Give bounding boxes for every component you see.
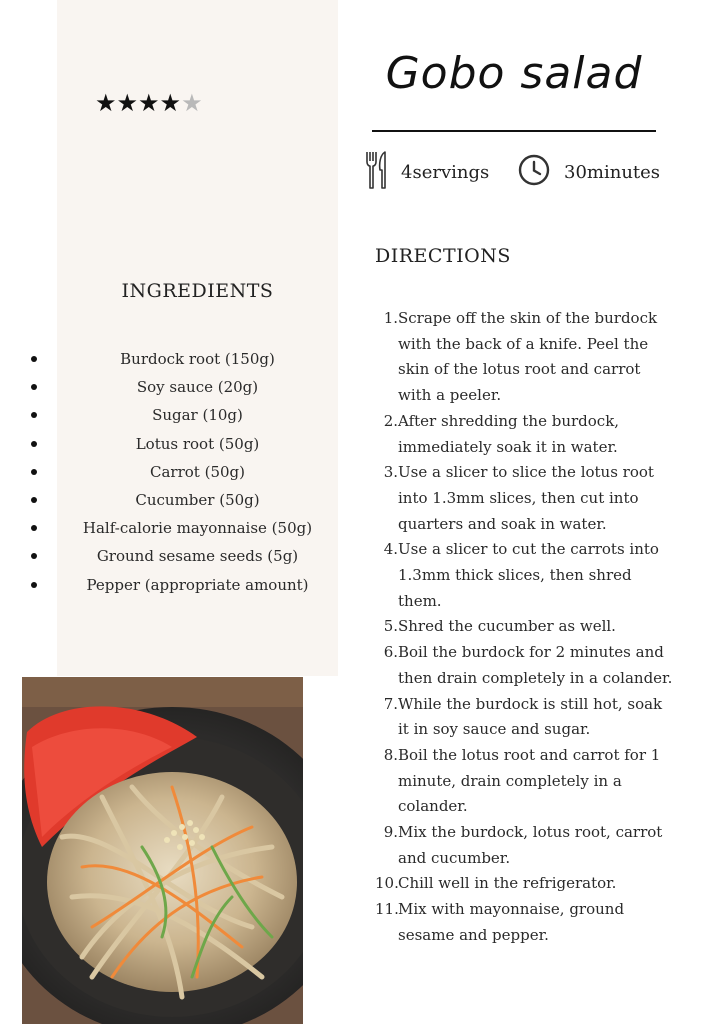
- time-info: [518, 150, 660, 194]
- ingredient-item: Carrot (50g): [0, 458, 338, 486]
- direction-step: 6. Boil the burdock for 2 minutes and then drain completely in a colander.: [383, 643, 673, 687]
- salad-photo: [22, 677, 303, 1024]
- direction-step: 4. Use a slicer to cut the carrots into 1.3mm thick slices, then shred them.: [383, 540, 659, 610]
- servings-text: 4servings: [401, 161, 490, 183]
- star-rating: [95, 90, 203, 116]
- ingredients-list: [0, 345, 338, 599]
- ingredient-item: Cucumber (50g): [0, 486, 338, 514]
- ingredient-item: Burdock root (150g): [0, 345, 338, 373]
- ingredient-item: Lotus root (50g): [0, 430, 338, 458]
- servings-info: [365, 150, 489, 194]
- direction-step: 1. Scrape off the skin of the burdock with the back of a knife. Peel the skin of the lotus root and carrot with a peeler.: [383, 309, 658, 405]
- clock-icon: [518, 154, 550, 191]
- directions-heading: DIRECTIONS: [375, 245, 511, 267]
- ingredient-item: Sugar (10g): [0, 401, 338, 429]
- direction-step: 11. Mix with mayonnaise, ground sesame and pepper.: [375, 900, 625, 944]
- direction-step: 7. While the burdock is still hot, soak it in soy sauce and sugar.: [383, 694, 663, 739]
- star-icon: ★: [116, 89, 139, 117]
- directions-list: [375, 306, 675, 949]
- star-icon: ★: [159, 89, 182, 117]
- title-divider: [372, 130, 656, 132]
- ingredient-item: Half-calorie mayonnaise (50g): [0, 514, 338, 542]
- recipe-title: Gobo salad: [385, 48, 643, 99]
- ingredient-item: Pepper (appropriate amount): [0, 571, 338, 599]
- direction-step: 5. Shred the cucumber as well.: [383, 617, 616, 636]
- ingredient-item: Soy sauce (20g): [0, 373, 338, 401]
- ingredients-heading: INGREDIENTS: [121, 280, 274, 302]
- direction-step: 10. Chill well in the refrigerator.: [375, 874, 617, 893]
- direction-step: 9. Mix the burdock, lotus root, carrot and cucumber.: [383, 823, 663, 867]
- ingredient-item: Ground sesame seeds (5g): [0, 542, 338, 570]
- direction-step: 2. After shredding the burdock, immediately soak it in water.: [383, 411, 620, 456]
- fork-knife-icon: [365, 150, 387, 195]
- star-empty-icon: ★: [181, 89, 203, 117]
- time-text: 30minutes: [564, 161, 661, 183]
- direction-step: 3. Use a slicer to slice the lotus root into 1.3mm slices, then cut into quarters and soak in water.: [383, 463, 654, 533]
- direction-step: 8. Boil the lotus root and carrot for 1 minute, drain completely in a colander.: [383, 745, 661, 816]
- star-icon: ★: [138, 89, 160, 117]
- star-icon: ★: [95, 89, 117, 117]
